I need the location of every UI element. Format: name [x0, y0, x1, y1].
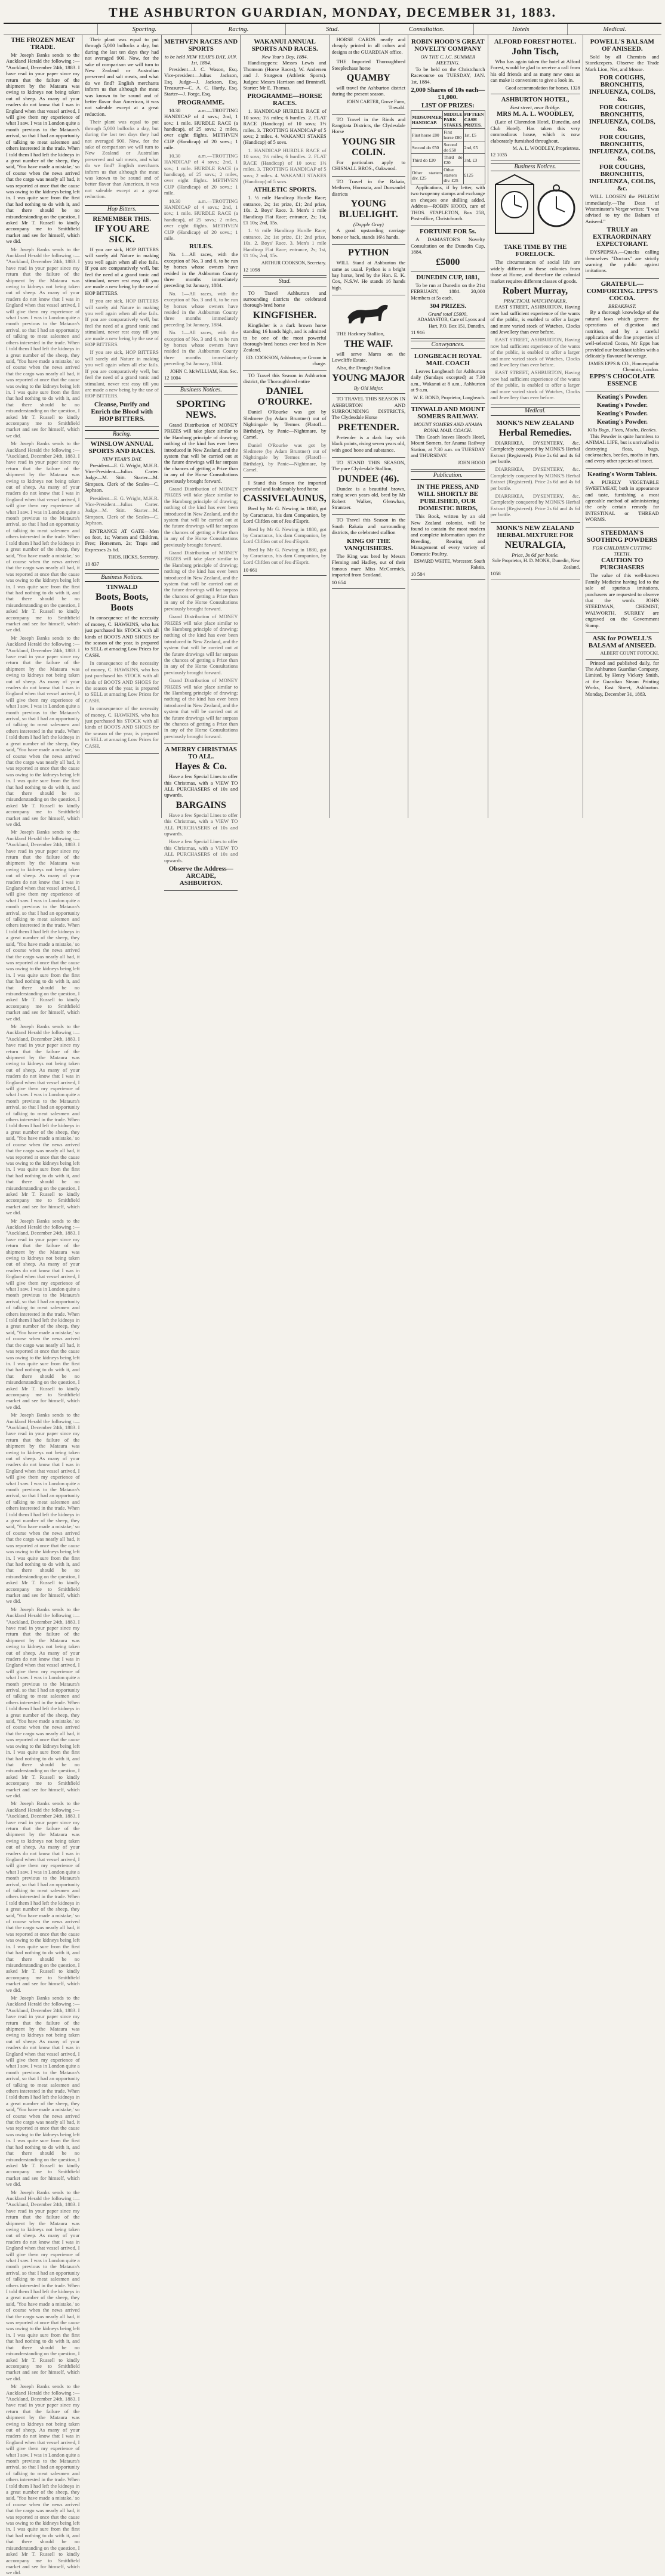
neuralgia-ad	[491, 523, 580, 580]
kills-list: Kills Bugs, Fleas, Moths, Beetles.	[587, 427, 657, 433]
hayes-ad	[164, 744, 238, 891]
ad-body: A PURELY VEGETABLE SWEETMEAT, both in appearance and taste, furnishing a most agreeable method of administering the only certain remedy for INTESTINAL or THREAD WORMS.	[585, 479, 660, 523]
ad-body: In consequence of the necessity of money, C. HAWKINS, who has just purchased his STOCK with all kinds of BOOTS AND SHOES for the season of the year, is prepared to SELL at amazing Low Prices for CASH.	[85, 615, 159, 658]
ad-ref: 10 661	[243, 567, 258, 573]
ad-body: Daniel O'Rourke was got by Sledmere (by Adam Bruntner) out of Nightingale by Termes (Flatoff—Birthday), by Panic—Nightmare, by Camel.	[243, 409, 327, 440]
section-heading: Sporting.	[98, 24, 192, 35]
ad-body: This Powder is quite harmless to ANIMAL LIFE, but is unrivalled in destroying fleas, bugs, cockroaches, beetles, moths in furs, and every other species of insect.	[585, 433, 660, 464]
rules-body: No. 1—All races, with the exception of No. 3 and 6, to be run by horses whose owners have resided in the Ashburton County three months immediately preceding 1st January, 1884.	[164, 290, 238, 328]
ad-intro: THE Hackney Stallion,	[336, 331, 385, 337]
kingfisher-ad	[243, 288, 326, 371]
caution: CAUTION TO PURCHASERS	[599, 557, 645, 572]
longbeach-coach-ad	[411, 351, 485, 404]
alford-forest-hotel-ad	[491, 36, 580, 94]
section-heading: Business Notices.	[164, 386, 238, 394]
events: 10.30 a.m.—TROTTING HANDICAP of 4 sovs.; 2nd, 1 sov.; 1 mile. HURDLE RACE (a handicap), of 25 sovs.; 2 miles, over eight flights. METHVEN CUP (Handicap) of 20 sovs.; 1 mile.	[164, 107, 238, 151]
ad-body: EAST STREET, ASHBURTON, Having now had sufficient experience of the wants of the public, is enabled to offer a larger and more varied stock of Watches, Clocks and Jewellery than ever before.	[490, 369, 580, 400]
prize-table-header: FIFTEEN CASH PRIZES.	[464, 112, 484, 128]
ad-body: To be held on the Christchurch Racecourse on TUESDAY, JAN. 1st, 1884.	[411, 66, 485, 85]
ad-body: President—E. G. Wright, M.H.R. Vice-President—Julius Carter. Judge—M. Stitt. Starter—M. Simpson. Clerk of the Scales—C. Jephson.	[85, 462, 159, 493]
owner: JOHN HOOD	[457, 460, 485, 466]
owner: Sole Proprietor, H. D. MONK, Dunedin, New Zealand.	[492, 558, 580, 570]
ad-headline: TINWALD	[106, 584, 138, 591]
ad-body: Grand Distribution of MONEY PRIZES will take place similar to the Hamburg principle of drawing; nothing of the kind has ever been introduced in New Zealand, and the system that will be carried out at the future drawings will far surpass the chances of getting a Prize than in any of the Horse Consultations previously brought forward.	[164, 550, 238, 612]
events: 10.30 a.m.—TROTTING HANDICAP of 4 sovs.; 2nd, 1 sov.; 1 mile. HURDLE RACE (a handicap), of 25 sovs.; 2 miles, over eight flights. METHVEN CUP (Handicap) of 20 sovs.; 1 mile.	[164, 198, 238, 241]
section-heading: Consultation.	[380, 24, 474, 35]
prize-table-cell: Second do £50	[443, 141, 463, 154]
column-2	[82, 35, 161, 818]
address: ADAMASTOR, Care of Lyons and Hart, P.O. Box 151, Dunedin.	[417, 317, 485, 329]
horse-cards-notice: HORSE CARDS neatly and cheaply printed in all colors and designs at the GUARDIAN office.	[331, 36, 406, 55]
article-body: Mr Joseph Banks sends to the Auckland Herald the following :— "Auckland, December 24th, 1883. I have read in your paper since my return that the failure of the shipment by the Mataura was owing to kidneys not being taken out of sheep. As many of your readers do not know that I was in England when that vessel arrived, I will give them my experience of what I saw. I was in London quite a month previous to the Mataura's arrival, so that I had an opportunity of talking to meat salesmen and others interested in the trade. When I told them I had left the kidneys in a great number of the sheep, they said, 'You have made a mistake,' so of course when the news arrived that the cargo was nearly all bad, it was reported at once that the cause was owing to the kidneys being left in. I was quite sure from the first that had nothing to do with it, and that there should be no misunderstanding on the question, I asked Mr T. Russell to kindly accompany me to Smithfield market and see for himself, which we did.	[6, 52, 80, 245]
cassivelaunus-ad	[243, 478, 326, 576]
ad-body: DIARRHŒA, DYSENTERY, &c. Completely conquered by MONK'S Herbal Extract (Registered). Price 2s 6d and 4s 6d per bottle.	[490, 466, 580, 491]
ad-sub: to be held NEW YEAR'S DAY, JAN. 1st, 1884.	[165, 54, 238, 66]
ad-headline: POWELL'S BALSAM OF ANISEED.	[590, 38, 654, 53]
column-8	[583, 35, 661, 818]
ad-body: Applications, if by letter, with two twopenny stamps and exchange on cheques one shilling added. Address—ROBIN HOOD, care of THOS. STAPLETON, Box 258, Post-office, Christchurch.	[411, 184, 485, 222]
ad-body: WILL Stand at Ashburton the same as usual. Python is a bright bay horse, bred by the Hon. E. K. Cox, N.S.W. He stands 16 hands high.	[331, 260, 406, 291]
ad-headline: LONGBEACH ROYAL MAIL COACH	[414, 352, 482, 367]
ad-footer: EPPS'S CHOCOLATE ESSENCE	[589, 373, 655, 388]
printer-imprint: Printed and published daily, for The Ashburton Guardian Company, Limited, by Henry Vickery Smith, at the Guardian Steam Printing Works, East Street, Ashburton. Monday, December 31, 1883.	[585, 659, 660, 697]
section-headings	[4, 24, 661, 35]
ad-sub: PRACTICAL WATCHMAKER,	[503, 297, 567, 304]
ad-body: Dundee is a beautiful brown, rising seven years old, bred by Mr Robert Walker, Glenwhan, Stranraer.	[331, 485, 406, 511]
ad-body: In consequence of the necessity of money, C. HAWKINS, who has just purchased his STOCK with all kinds of BOOTS AND SHOES for the season of the year, is prepared to SELL at amazing Low Prices for CASH.	[85, 660, 159, 704]
keating-line: Keating's Powder.	[596, 418, 648, 426]
prize-table-header: MIDSUMMER HANDICAP.	[411, 111, 443, 129]
dunedin-cup-ad	[411, 272, 485, 339]
programme-heading: PROGRAMME.	[177, 98, 224, 106]
ad-headline: WAKANUI ANNUAL SPORTS AND RACES.	[251, 38, 318, 53]
ad-body: A good upstanding carriage horse or hack, stands 16½ hands.	[331, 227, 406, 240]
ad-sub: (Dapple Gray)	[353, 221, 384, 227]
ad-intro: Also, the Draught Stallion	[336, 365, 390, 371]
quamby-ad	[332, 57, 405, 114]
column-4	[241, 35, 329, 818]
secretary: ARTHUR COOKSON, Secretary.	[261, 260, 327, 266]
young-bluelight-ad	[332, 177, 405, 245]
ad-big-title: John Tisch,	[512, 47, 559, 57]
prize-table-cell: Other starters div. £25	[411, 166, 443, 184]
horse-name: DANIEL O'ROURKE.	[257, 386, 312, 408]
ad-intro: TO Travel Ashburton and surrounding districts the celebrated thorough-bred horse	[243, 289, 327, 308]
ad-ref: 12 1098	[243, 266, 260, 273]
section-heading: Racing.	[192, 24, 286, 35]
ad-headline: DUNEDIN CUP, 1881,	[416, 273, 480, 281]
methven-races-ad	[164, 36, 238, 384]
ad-sub: MOUNT SOMERS AND ANAMA ROYAL MAIL COACH.	[414, 421, 482, 434]
rules-heading: RULES.	[189, 243, 213, 251]
athletic-body: 1. ½ mile Handicap Hurdle Race; entrance, 2s; 1st prize, £1; 2nd prize, 10s. 2. Boys' Race. 3. Men's 1 mile Handicap Flat Race; entrance, 2s; 1st, £1 10s; 2nd, 15s.	[243, 195, 327, 226]
section-heading: Stud.	[243, 277, 326, 286]
keating-powder-ad	[586, 391, 659, 468]
ad-date: New Year's Day, 1884.	[261, 54, 308, 60]
events: 1. HANDICAP HURDLE RACE of 10 sovs; 1½ miles; 6 hurdles. 2. FLAT RACE (Handicap) of 10 sovs; 1½ miles. 3. TROTTING HANDICAP of 5 sovs; 2 miles. 4. WAKANUI STAKES (Handicap) of 5 sovs.	[243, 147, 327, 184]
article-body-continued: Mr Joseph Banks sends to the Auckland Herald the following :— "Auckland, December 24th, 1883. I have read in your paper since my return that the failure of the shipment by the Mataura was owing to kidneys not being taken out of sheep. As many of your readers do not know that I was in England when that vessel arrived, I will give them my experience of what I saw. I was in London quite a month previous to the Mataura's arrival, so that I had an opportunity of talking to meat salesmen and others interested in the trade. When I told them I had left the kidneys in a great number of the sheep, they said, 'You have made a mistake,' so of course when the news arrived that the cargo was nearly all bad, it was reported at once that the cause was owing to the kidneys being left in. I was quite sure from the first that had nothing to do with it, and that there should be no misunderstanding on the question, I asked Mr T. Russell to kindly accompany me to Smithfield market and see for himself, which we did.	[6, 1412, 80, 1605]
column-7	[488, 35, 583, 818]
hon-sec: JOHN C. McWILLIAM, Hon. Sec.	[170, 368, 238, 374]
ad-body: Daniel O'Rourke was got by Sledmere (by Adam Bruntner) out of Nightingale by Termes (Flatoff—Birthday), by Panic—Nightmare, by Camel.	[243, 442, 327, 473]
domestic-birds-ad	[411, 482, 485, 580]
ad-headline: TRULY an EXTRAORDINARY EXPECTORANT.	[592, 226, 652, 248]
owner: M. A. L. WOODLEY, Proprietress.	[512, 146, 580, 152]
ad-intro: TO Travel in the Rinds and Rangitata Districts, the Clydesdale Horse	[331, 116, 406, 135]
robin-hood-ad	[411, 36, 485, 226]
ad-body: Leaves Longbeach for Ashburton daily (Sundays excepted) at 7.30 a.m., Wakanui at 8 a.m., Ashburton at 9 a.m.	[411, 368, 485, 393]
ad-headline: STEEDMAN'S SOOTHING POWDERS	[587, 529, 658, 544]
keating-line: Keating's Powder.	[596, 393, 648, 401]
horse-name: CASSIVELAUNUS,	[243, 493, 327, 504]
section-heading: Hop Bitters.	[85, 205, 158, 214]
article-body-continued: Mr Joseph Banks sends to the Auckland Herald the following :— "Auckland, December 24th, 1883. I have read in your paper since my return that the failure of the shipment by the Mataura was owing to kidneys not being taken out of sheep. As many of your readers do not know that I was in England when that vessel arrived, I will give them my experience of what I saw. I was in London quite a month previous to the Mataura's arrival, so that I had an opportunity of talking to meat salesmen and others interested in the trade. When I told them I had left the kidneys in a great number of the sheep, they said, 'You have made a mistake,' so of course when the news arrived that the cargo was nearly all bad, it was reported at once that the cause was owing to the kidneys being left in. I was quite sure from the first that had nothing to do with it, and that there should be no misunderstanding on the question, I asked Mr T. Russell to kindly accompany me to Smithfield market and see for himself, which we did.	[6, 1217, 80, 1410]
ad-headline: FORTUNE FOR 5s.	[419, 228, 476, 236]
section-heading: Conveyances.	[411, 341, 485, 349]
king-of-vanquishers-ad	[332, 515, 405, 588]
section-heading: Publication.	[411, 471, 485, 480]
horse-name: QUAMBY	[346, 73, 390, 84]
steedman-ad	[586, 527, 659, 633]
prize-table-cell: 3rd, £3	[463, 154, 485, 166]
horse-name: KING OF THE VANQUISHERS.	[344, 537, 393, 552]
bargains-heading: BARGAINS	[176, 800, 226, 810]
ad-body: DIARRHŒA, DYSENTERY, &c. Completely conquered by MONK'S Herbal Extract (Registered). Price 2s 6d and 4s 6d per bottle.	[490, 439, 580, 465]
ad-body: For particulars apply to CHISNALL BROS., Oakwood.	[331, 159, 406, 172]
horse-name: YOUNG BLUELIGHT.	[338, 198, 398, 220]
ad-body: will travel the Ashburton district during the present season.	[331, 85, 406, 97]
section-heading: Medical.	[603, 26, 627, 33]
section-heading: Stud.	[286, 24, 380, 35]
ad-body: Have a few Special Lines to offer this Christmas, with a VIEW TO ALL PURCHASERS of 10s and upwards.	[164, 812, 238, 837]
horse-illustration	[332, 300, 405, 328]
owner: ESWARD WHITE, Worcester, South Rakaia.	[414, 559, 485, 570]
prize-table-cell: £125	[463, 166, 485, 184]
ad-body: A DAMASTOR'S Novelty Consultation on the Dunedin Cup, 1884.	[411, 236, 485, 255]
article-body-continued: Mr Joseph Banks sends to the Auckland Herald the following :— "Auckland, December 24th, 1883. I have read in your paper since my return that the failure of the shipment by the Mataura was owing to kidneys not being taken out of sheep. As many of your readers do not know that I was in England when that vessel arrived, I will give them my experience of what I saw. I was in London quite a month previous to the Mataura's arrival, so that I had an opportunity of talking to meat salesmen and others interested in the trade. When I told them I had left the kidneys in a great number of the sheep, they said, 'You have made a mistake,' so of course when the news arrived that the cargo was nearly all bad, it was reported at once that the cause was owing to the kidneys being left in. I was quite sure from the first that had nothing to do with it, and that there should be no misunderstanding on the question, I asked Mr T. Russell to kindly accompany me to Smithfield market and see for himself, which we did.	[6, 440, 80, 633]
article-body-continued: Mr Joseph Banks sends to the Auckland Herald the following :— "Auckland, December 24th, 1883. I have read in your paper since my return that the failure of the shipment by the Mataura was owing to kidneys not being taken out of sheep. As many of your readers do not know that I was in England when that vessel arrived, I will give them my experience of what I saw. I was in London quite a month previous to the Mataura's arrival, so that I had an opportunity of talking to meat salesmen and others interested in the trade. When I told them I had left the kidneys in a great number of the sheep, they said, 'You have made a mistake,' so of course when the news arrived that the cargo was nearly all bad, it was reported at once that the cause was owing to the kidneys being left in. I was quite sure from the first that had nothing to do with it, and that there should be no misunderstanding on the question, I asked Mr T. Russell to kindly accompany me to Smithfield market and see for himself, which we did.	[6, 246, 80, 439]
column-6	[408, 35, 488, 818]
ad-footer: Observe the Address— ARCADE, ASHBURTON.	[168, 865, 233, 887]
ad-body: President—J. C. Wason, Esq. Vice-president—Julius Jackson, Esq. Judge—J. Jackson, Esq. Treasurer—C. A. C. Hardy, Esq. Starter—J. Forge, Esq.	[164, 66, 238, 97]
ad-body: This Coach leaves Hood's Hotel, Mount Somers, for Anama Railway Station, at 7.30 a.m. on TUESDAY and THURSDAY.	[411, 433, 485, 458]
ad-body: EAST STREET, ASHBURTON, Having now had sufficient experience of the wants of the public, is enabled to offer a larger and more varied stock of Watches, Clocks and Jewellery than ever before.	[490, 337, 580, 368]
article-body-continued: Mr Joseph Banks sends to the Auckland Herald the following :— "Auckland, December 24th, 1883. I have read in your paper since my return that the failure of the shipment by the Mataura was owing to kidneys not being taken out of sheep. As many of your readers do not know that I was in England when that vessel arrived, I will give them my experience of what I saw. I was in London quite a month previous to the Mataura's arrival, so that I had an opportunity of talking to meat salesmen and others interested in the trade. When I told them I had left the kidneys in a great number of the sheep, they said, 'You have made a mistake,' so of course when the news arrived that the cargo was nearly all bad, it was reported at once that the cause was owing to the kidneys being left in. I was quite sure from the first that had nothing to do with it, and that there should be no misunderstanding on the question, I asked Mr T. Russell to kindly accompany me to Smithfield market and see for himself, which we did.	[6, 2383, 80, 2576]
ad-big-title: Herbal Remedies.	[498, 427, 572, 438]
article-body-continued: Mr Joseph Banks sends to the Auckland Herald the following :— "Auckland, December 24th, 1883. I have read in your paper since my return that the failure of the shipment by the Mataura was owing to kidneys not being taken out of sheep. As many of your readers do not know that I was in England when that vessel arrived, I will give them my experience of what I saw. I was in London quite a month previous to the Mataura's arrival, so that I had an opportunity of talking to meat salesmen and others interested in the trade. When I told them I had left the kidneys in a great number of the sheep, they said, 'You have made a mistake,' so of course when the news arrived that the cargo was nearly all bad, it was reported at once that the cause was owing to the kidneys being left in. I was quite sure from the first that had nothing to do with it, and that there should be no misunderstanding on the question, I asked Mr T. Russell to kindly accompany me to Smithfield market and see for himself, which we did.	[6, 2189, 80, 2381]
horse-name: DUNDEE (46).	[338, 473, 399, 484]
ad-body: The value of this well-known Family Medicine having led to the sale of spurious imitations, purchasers are requested to observe that the words JOHN STEEDMAN, CHEMIST, WALWORTH, SURREY are engraved on the Government Stamp.	[585, 572, 660, 628]
horse-name: YOUNG SIR COLIN.	[341, 136, 396, 158]
columns	[4, 35, 661, 2576]
athletic-heading: ATHLETIC SPORTS.	[253, 186, 316, 194]
coughs-line: FOR COUGHS, BRONCHITIS, INFLUENZA, COLDS, &c.	[589, 163, 655, 193]
section-heading: Hotels	[474, 24, 568, 35]
ad-body: Who has again taken the hotel at Alford Forest, would be glad to receive a call from his old friends and as many new ones as can make it convenient to give a look in.	[490, 58, 580, 84]
grand-total: Grand total £5000.	[428, 310, 468, 317]
prize-list-heading: LIST OF PRIZES:	[421, 102, 475, 110]
ad-big-title: SPORTING NEWS.	[176, 399, 226, 420]
ad-body: Grand Distribution of MONEY PRIZES will take place similar to the Hamburg principle of drawing; nothing of the kind has ever been introduced in New Zealand, and the system that will be carried out at the future drawings will far surpass the chances of getting a Prize than in any of the Horse Consultations previously brought forward.	[164, 421, 238, 484]
owner: ALBERT COUNT FOTOCKI.	[600, 650, 660, 656]
clock-illustration	[491, 174, 580, 239]
owner: JOHN CARTER, Grove Farm, Tinwald.	[346, 98, 406, 111]
coughs-line: FOR COUGHS, BRONCHITIS, INFLUENZA, COLDS, &c.	[589, 74, 655, 103]
ad-intro: I Stand this Season the imported powerful and fashionably bred horse	[243, 479, 327, 492]
ad-big-title: NEURALGIA,	[504, 539, 566, 550]
daniel-orourke-ad	[243, 371, 326, 478]
dundee-ad	[332, 458, 405, 515]
prize-table-cell: 1st, £5	[463, 129, 485, 141]
horse-name: PRETENDER.	[338, 422, 399, 433]
article-body-continued: Mr Joseph Banks sends to the Auckland Herald the following :— "Auckland, December 24th, 1883. I have read in your paper since my return that the failure of the shipment by the Mataura was owing to kidneys not being taken out of sheep. As many of your readers do not know that I was in England when that vessel arrived, I will give them my experience of what I saw. I was in London quite a month previous to the Mataura's arrival, so that I had an opportunity of talking to meat salesmen and others interested in the trade. When I told them I had left the kidneys in a great number of the sheep, they said, 'You have made a mistake,' so of course when the news arrived that the cargo was nearly all bad, it was reported at once that the cause was owing to the kidneys being left in. I was quite sure from the first that had nothing to do with it, and that there should be no misunderstanding on the question, I asked Mr T. Russell to kindly accompany me to Smithfield market and see for himself, which we did.	[6, 634, 80, 827]
ad-body: DYSPEPSIA.—Quacks calling themselves "Doctors" are strictly warning the public against imitations.	[585, 249, 660, 274]
programme-heading: PROGRAMME—HORSE RACES.	[247, 92, 322, 107]
masthead: THE ASHBURTON GUARDIAN, MONDAY, DECEMBER 31, 1883.	[4, 2, 661, 24]
hop-bitters-ad	[85, 202, 158, 427]
ad-intro: TO Travel this Season in Ashburton district, the Thoroughbred entire	[243, 372, 327, 385]
ad-headline: MONK'S NEW ZEALAND	[496, 419, 574, 427]
prize-table-cell: Other starters div. £25	[443, 166, 463, 184]
pretender-ad	[332, 394, 405, 458]
ad-headline: Keating's Worm Tablets.	[587, 470, 657, 478]
ad-headline: IN THE PRESS, AND WILL SHORTLY BE PUBLISHED, OUR DOMESTIC BIRDS,	[417, 483, 479, 513]
ad-headline: ASK for POWELL'S BALSAM of ANISEED.	[588, 635, 656, 650]
events: 10.30 a.m.—TROTTING HANDICAP of 4 sovs.; 2nd, 1 sov.; 1 mile. HURDLE RACE (a handicap), of 25 sovs.; 2 miles, over eight flights. METHVEN CUP (Handicap) of 20 sovs.; 1 mile.	[164, 152, 238, 196]
robert-murray-ad	[491, 242, 580, 405]
ashburton-hotel-ad	[491, 94, 580, 161]
events: 1. HANDICAP HURDLE RACE of 10 sovs; 1½ miles; 6 hurdles. 2. FLAT RACE (Handicap) of 10 sovs; 1½ miles. 3. TROTTING HANDICAP of 5 sovs; 2 miles. 4. WAKANUI STAKES (Handicap) of 5 sovs.	[243, 108, 327, 146]
ad-big-title: IF YOU ARE SICK.	[94, 223, 149, 245]
ad-body: Grand Distribution of MONEY PRIZES will take place similar to the Hamburg principle of drawing; nothing of the kind has ever been introduced in New Zealand, and the system that will be carried out at the future drawings will far surpass the chances of getting a Prize than in any of the Horse Consultations previously brought forward.	[164, 613, 238, 675]
ad-sub: ON THE C.J.C. SUMMER MEETING.	[420, 54, 476, 66]
ad-body: (Late of Clarendon Hotel, Dunedin, and Club Hotel). Has taken this very commodious house, which is now elaborately furnished throughout.	[490, 119, 580, 144]
horse-name: KINGFISHER.	[253, 310, 317, 320]
python-ad	[332, 245, 405, 295]
ad-body: Have a few Special Lines to offer this Christmas, with a VIEW TO ALL PURCHASERS of 10s and upwards.	[164, 773, 238, 798]
monk-remedies-ad	[491, 418, 580, 523]
ad-body: President—E. G. Wright, M.H.R. Vice-President—Julius Carter. Judge—M. Stitt. Starter—M. Simpson. Clerk of the Scales—C. Jephson.	[85, 495, 159, 526]
shares: 2,000 Shares of 10s each—£1,000.	[411, 87, 485, 101]
ad-body: Pretender is a dark bay with black points, rising seven years old, with good bone and substance.	[331, 434, 406, 453]
ad-headline: GRATEFUL—COMFORTING. EPPS'S COCOA.	[586, 280, 658, 302]
ad-footer: Cleanse, Purify and Enrich the Blood with HOP BITTERS.	[91, 400, 153, 422]
ad-big-title: Hayes & Co.	[175, 761, 227, 772]
column-5	[330, 35, 408, 818]
ad-body: Bred by Mr G. Newing in 1880, got by Caractacus, his dam Companion, by Lord Clifden out of Jeu d'Esprit.	[243, 526, 327, 545]
fortune-ad	[411, 226, 485, 272]
ad-body: The King was bred by Messrs Fleming and Hadley, out of their famous mare Miss McCormick, imported from Scotland.	[331, 553, 406, 578]
prize-table-cell: Third do £20	[411, 154, 443, 166]
section-heading: Racing.	[85, 430, 158, 439]
ad-sub: Price, 3s 6d per bottle.	[512, 551, 559, 558]
prize-table-cell: First horse £80	[411, 129, 443, 141]
horse-icon	[341, 300, 395, 328]
ad-headline: TAKE TIME BY THE FORELOCK.	[503, 243, 567, 258]
young-sir-colin-ad	[332, 115, 405, 177]
ad-body: Grand Distribution of MONEY PRIZES will take place similar to the Hamburg principle of drawing; nothing of the kind has ever been introduced in New Zealand, and the system that will be carried out at the future drawings will far surpass the chances of getting a Prize than in any of the Horse Consultations previously brought forward.	[164, 485, 238, 548]
secretary: THOS. HICKS, Secretary.	[108, 554, 159, 560]
mount-somers-ad	[411, 404, 485, 470]
ad-ref: 11 916	[411, 329, 425, 336]
ad-body: This Book, written by an old New Zealand colonist, will be found to contain the most modern and complete information upon the Breeding, Rearing and Management of every variety of Domestic Poultry.	[411, 513, 485, 557]
ad-sub: BREAKFAST.	[608, 303, 636, 309]
ad-body: Have a few Special Lines to offer this Christmas, with a VIEW TO ALL PURCHASERS of 10s and upwards.	[164, 838, 238, 863]
horse-name: PYTHON	[348, 248, 389, 258]
ad-body: Kingfisher is a dark brown horse standing 16 hands high, and is admitted to be one of the most powerful thorough-bred horses ever bred in New Zealand.	[243, 322, 327, 353]
ad-headline: WINSLOW ANNUAL SPORTS AND RACES.	[88, 440, 155, 455]
athletic-body: 1. ½ mile Handicap Hurdle Race; entrance, 2s; 1st prize, £1; 2nd prize, 10s. 2. Boys' Race. 3. Men's 1 mile Handicap Flat Race; entrance, 2s; 1st, £1 10s; 2nd, 15s.	[243, 227, 327, 258]
ask-powell-ad	[586, 633, 659, 659]
section-heading: Medical.	[491, 407, 580, 415]
ad-body: Sold by all Chemists and Storekeepers. Observe the Trade Mark Lion, Net, and Mouse.	[585, 54, 660, 72]
ad-body: The circumstances of social life are widely different in these colonies from those at Home, and therefore the colonial market requires different classes of goods.	[490, 259, 580, 284]
section-heading: Business Notices.	[491, 163, 580, 171]
article-body: Their plant was equal to put through 5,000 bullocks a day, but during the last ten days they had not averaged 900. Now, for the sake of comparison we will turn to New Zealand or Australian preserved and salt meats, and what do we find? English merchants inform us that although the meat was known to be sound and of better flavor than American, it was not saleable except at a great reduction.	[85, 36, 159, 117]
ad-intro: TO Travel this Season in the South Rakaia and surrounding districts, the celebrated stallion	[331, 517, 406, 536]
article-body-continued: Mr Joseph Banks sends to the Auckland Herald the following :— "Auckland, December 24th, 1883. I have read in your paper since my return that the failure of the shipment by the Mataura was owing to kidneys not being taken out of sheep. As many of your readers do not know that I was in England when that vessel arrived, I will give them my experience of what I saw. I was in London quite a month previous to the Mataura's arrival, so that I had an opportunity of talking to meat salesmen and others interested in the trade. When I told them I had left the kidneys in a great number of the sheep, they said, 'You have made a mistake,' so of course when the news arrived that the cargo was nearly all bad, it was reported at once that the cause was owing to the kidneys being left in. I was quite sure from the first that had nothing to do with it, and that there should be no misunderstanding on the question, I asked Mr T. Russell to kindly accompany me to Smithfield market and see for himself, which we did.	[6, 1994, 80, 2188]
ad-sub: East street, near Bridge.	[510, 104, 561, 111]
ad-body: EAST STREET, ASHBURTON, Having now had sufficient experience of the wants of the public, is enabled to offer a larger and more varied stock of Watches, Clocks and Jewellery than ever before.	[490, 304, 580, 335]
column-1	[4, 35, 82, 2576]
section-heading: Business Notices.	[85, 573, 158, 582]
prize-table-cell: Third do £20	[444, 155, 463, 166]
article-body-continued: Mr Joseph Banks sends to the Auckland Herald the following :— "Auckland, December 24th, 1883. I have read in your paper since my return that the failure of the shipment by the Mataura was owing to kidneys not being taken out of sheep. As many of your readers do not know that I was in England when that vessel arrived, I will give them my experience of what I saw. I was in London quite a month previous to the Mataura's arrival, so that I had an opportunity of talking to meat salesmen and others interested in the trade. When I told them I had left the kidneys in a great number of the sheep, they said, 'You have made a mistake,' so of course when the news arrived that the cargo was nearly all bad, it was reported at once that the cause was owing to the kidneys being left in. I was quite sure from the first that had nothing to do with it, and that there should be no misunderstanding on the question, I asked Mr T. Russell to kindly accompany me to Smithfield market and see for himself, which we did.	[6, 829, 80, 1022]
ad-body: If you are sick, HOP BITTERS will surely aid Nature in making you well again when all else fails. If you are comparatively well, but feel the need of a grand tonic and stimulant, never rest easy till you are made a new being by the use of HOP BITTERS.	[85, 298, 159, 348]
ad-ref: 10 837	[85, 560, 100, 567]
ad-intro: TO STAND THIS SEASON, The pure Clydesdale Stallion,	[331, 459, 406, 472]
ad-intro: THE Imported Thoroughbred Steeplechase horse	[331, 58, 406, 71]
ad-body: Bred by Mr G. Newing in 1880, got by Caractacus, his dam Companion, by Lord Clifden out of Jeu d'Esprit.	[243, 505, 327, 525]
powell-balsam-ad	[586, 36, 659, 279]
horse-name: THE WAIF.	[344, 338, 393, 349]
ad-ref: 10 584	[411, 570, 425, 577]
prize-table	[411, 110, 485, 184]
ad-ref: 10 654	[331, 579, 346, 586]
ad-headline: ASHBURTON HOTEL,	[501, 96, 569, 104]
ad-body: If you are sick, HOP BITTERS will surely aid Nature in making you well again when all else fails. If you are comparatively well, but feel the need of a grand tonic and stimulant, never rest easy till you are made a new being by the use of HOP BITTERS.	[85, 246, 159, 296]
article-title: THE FROZEN MEAT TRADE.	[11, 36, 75, 51]
ad-body: Handicappers: Messrs Lewis and Thomson (Horse Races), W. Andersen and J. Sturgeon (Athletic Sports). Judges: Messrs Harrison and Bruntnell. Starter: Mr E. Thomas.	[243, 60, 327, 91]
owner: JAMES EPPS & CO., Homœopathic Chemists, London.	[588, 360, 660, 372]
ad-headline: A MERRY CHRISTMAS TO ALL.	[165, 746, 237, 761]
ad-body: To be run at Dunedin on the 21st FEBRUARY, 1884. 20,000 Members at 5s each.	[411, 282, 485, 301]
ad-headline: ROBIN HOOD'S GREAT NOVELTY COMPANY	[411, 38, 485, 53]
ad-headline: REMEMBER THIS.	[93, 215, 152, 223]
ad-big-title: Boots, Boots, Boots	[96, 592, 149, 613]
sporting-news-ad	[164, 396, 238, 744]
rules-body: No. 1—All races, with the exception of No. 3 and 6, to be run by horses whose owners have resided in the Ashburton County three months immediately preceding 1st January, 1884.	[164, 329, 238, 367]
ad-headline: MONK'S NEW ZEALAND HERBAL MIXTURE FOR	[496, 524, 574, 539]
ad-headline: METHVEN RACES AND SPORTS	[164, 38, 238, 53]
ad-ref: 12 1035	[490, 152, 507, 158]
the-waif-ad	[332, 295, 405, 394]
prize-table-cell: Second do £50	[411, 141, 443, 154]
worm-tablets-ad	[586, 469, 659, 527]
article-body-continued: Mr Joseph Banks sends to the Auckland Herald the following :— "Auckland, December 24th, 1883. I have read in your paper since my return that the failure of the shipment by the Mataura was owing to kidneys not being taken out of sheep. As many of your readers do not know that I was in England when that vessel arrived, I will give them my experience of what I saw. I was in London quite a month previous to the Mataura's arrival, so that I had an opportunity of talking to meat salesmen and others interested in the trade. When I told them I had left the kidneys in a great number of the sheep, they said, 'You have made a mistake,' so of course when the news arrived that the cargo was nearly all bad, it was reported at once that the cause was owing to the kidneys being left in. I was quite sure from the first that had nothing to do with it, and that there should be no misunderstanding on the question, I asked Mr T. Russell to kindly accompany me to Smithfield market and see for himself, which we did.	[6, 1800, 80, 1993]
ad-body: will serve Mares on the Lowcliffe Estate.	[331, 350, 406, 363]
ad-date: NEW YEAR'S DAY.	[102, 456, 142, 462]
prize-table-cell: 2nd, £5	[463, 141, 485, 154]
prize-amount: £5000	[436, 257, 460, 267]
ad-body: Grand Distribution of MONEY PRIZES will take place similar to the Hamburg principle of drawing; nothing of the kind has ever been introduced in New Zealand, and the system that will be carried out at the future drawings will far surpass the chances of getting a Prize than in any of the Horse Consultations previously brought forward.	[164, 677, 238, 739]
epps-cocoa-ad	[586, 279, 659, 391]
ad-intro: TO Travel in the Rakaia, Methven, Hororata, and Dunsandel districts	[331, 178, 406, 197]
ad-headline: TINWALD AND MOUNT SOMERS RAILWAY.	[411, 405, 485, 420]
ad-sub: By Old Major.	[353, 384, 383, 391]
ad-body: In consequence of the necessity of money, C. HAWKINS, who has just purchased his STOCK with all kinds of BOOTS AND SHOES for the season of the year, is prepared to SELL at amazing Low Prices for CASH.	[85, 705, 159, 749]
prize-table-cell: First horse £80	[443, 129, 463, 141]
ad-headline: ALFORD FOREST HOTEL.	[494, 38, 577, 45]
proprietress-name: MRS M. A. L. WOODLEY,	[497, 110, 574, 118]
ad-ref: 12 1004	[164, 375, 181, 381]
ad-body: If you are sick, HOP BITTERS will surely aid Nature in making you well again when all else fails. If you are comparatively well, but feel the need of a grand tonic and stimulant, never rest easy till you are made a new being by the use of HOP BITTERS.	[85, 349, 159, 399]
section-heading	[4, 24, 98, 35]
coughs-line: FOR COUGHS, BRONCHITIS, INFLUENZA, COLDS, &c.	[589, 134, 655, 163]
clock-icon	[491, 174, 580, 239]
winslow-races-ad	[85, 427, 158, 570]
horse-name: YOUNG MAJOR	[332, 372, 405, 383]
article-body-continued: Mr Joseph Banks sends to the Auckland Herald the following :— "Auckland, December 24th, 1883. I have read in your paper since my return that the failure of the shipment by the Mataura was owing to kidneys not being taken out of sheep. As many of your readers do not know that I was in England when that vessel arrived, I will give them my experience of what I saw. I was in London quite a month previous to the Mataura's arrival, so that I had an opportunity of talking to meat salesmen and others interested in the trade. When I told them I had left the kidneys in a great number of the sheep, they said, 'You have made a mistake,' so of course when the news arrived that the cargo was nearly all bad, it was reported at once that the cause was owing to the kidneys being left in. I was quite sure from the first that had nothing to do with it, and that there should be no misunderstanding on the question, I asked Mr T. Russell to kindly accompany me to Smithfield market and see for himself, which we did.	[6, 1606, 80, 1798]
coughs-line: FOR COUGHS, BRONCHITIS, INFLUENZA, COLDS, &c.	[589, 104, 655, 133]
ad-body: WILL LOOSEN the PHLEGM immediately.—The Dean of Westminster's Verger writes: "I was advised to try the Balsam of Aniseed."	[585, 193, 660, 224]
ad-body: By a thorough knowledge of the natural laws which govern the operations of digestion and nutrition, and by a careful application of the fine properties of well-selected Cocoa, Mr Epps has provided our breakfast tables with a delicately flavoured beverage.	[585, 309, 660, 359]
ad-body: DIARRHŒA, DYSENTERY, &c. Completely conquered by MONK'S Herbal Extract (Registered). Price 2s 6d and 4s 6d per bottle.	[490, 493, 580, 518]
rules-body: No. 1—All races, with the exception of No. 3 and 6, to be run by horses whose owners have resided in the Ashburton County three months immediately preceding 1st January, 1884.	[164, 251, 238, 289]
wakanui-races-ad	[243, 36, 326, 276]
article-body-continued: Their plant was equal to put through 5,000 bullocks a day, but during the last ten days they had not averaged 900. Now, for the sake of comparison we will turn to New Zealand or Australian preserved and salt meats, and what do we find? English merchants inform us that although the meat was known to be sound and of better flavor than American, it was not saleable except at a great reduction.	[85, 119, 159, 200]
ad-footer: Good accommodation for horses. 1328	[505, 85, 580, 91]
article-body-continued: Mr Joseph Banks sends to the Auckland Herald the following :— "Auckland, December 24th, 1883. I have read in your paper since my return that the failure of the shipment by the Mataura was owing to kidneys not being taken out of sheep. As many of your readers do not know that I was in England when that vessel arrived, I will give them my experience of what I saw. I was in London quite a month previous to the Mataura's arrival, so that I had an opportunity of talking to meat salesmen and others interested in the trade. When I told them I had left the kidneys in a great number of the sheep, they said, 'You have made a mistake,' so of course when the news arrived that the cargo was nearly all bad, it was reported at once that the cause was owing to the kidneys being left in. I was quite sure from the first that had nothing to do with it, and that there should be no misunderstanding on the question, I asked Mr T. Russell to kindly accompany me to Smithfield market and see for himself, which we did.	[6, 1023, 80, 1216]
keating-line: Keating's Powder.	[596, 410, 648, 418]
ad-body: Bred by Mr G. Newing in 1880, got by Caractacus, his dam Companion, by Lord Clifden out of Jeu d'Esprit.	[243, 546, 327, 565]
owner: W. E. BOND, Proprietor, Longbeach.	[413, 394, 485, 400]
tinwald-boots-ad	[85, 570, 158, 754]
prize-count: 304 PRIZES.	[429, 302, 467, 310]
keating-line: Keating's Powder.	[596, 402, 648, 409]
ad-ref: 1058	[490, 570, 501, 576]
ad-intro: TO TRAVEL THIS SEASON IN ASHBURTON AND SURROUNDING DISTRICTS, The Clydesdale Horse	[331, 396, 406, 421]
entrance-note: ENTRANCE AT GATE—Men on foot, 1s; Women and Children, Free; Horsemen, 2s; Traps and Expresses 2s 6d.	[85, 527, 159, 553]
ad-sub: FOR CHILDREN CUTTING TEETH.	[592, 544, 652, 557]
ad-big-title: Robert Murray,	[502, 285, 568, 296]
prize-table-header: MIDDLE PARK STAKES.	[444, 112, 463, 128]
owner: ED. COOKSON, Ashburton; or Groom in charge.	[246, 354, 327, 367]
column-3	[162, 35, 241, 887]
